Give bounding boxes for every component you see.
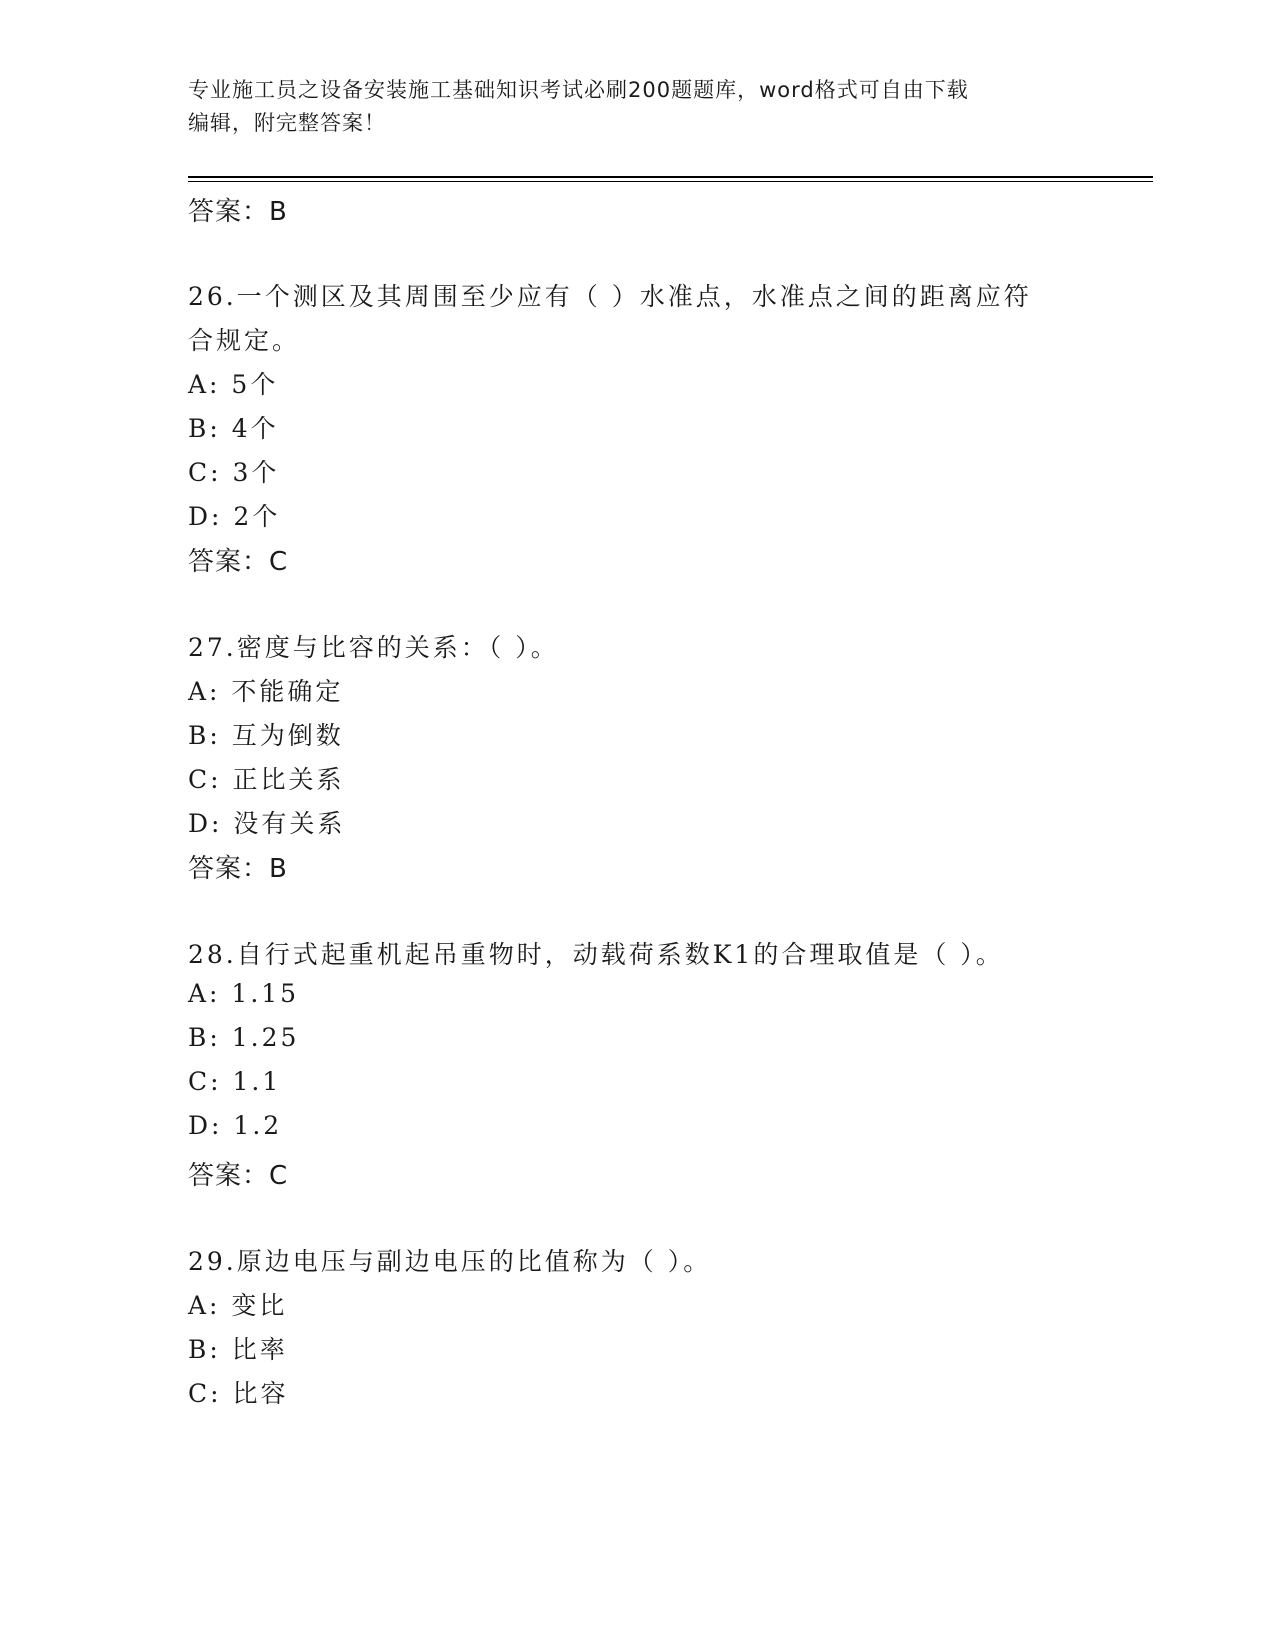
header-line-2: 编辑，附完整答案！ [188, 111, 386, 135]
question-26-text-line-1: 26.一个测区及其周围至少应有（ ）水准点，水准点之间的距离应符 [188, 282, 1032, 311]
question-29-option-b: B: 比率 [188, 1335, 288, 1364]
question-29-option-a: A: 变比 [188, 1291, 288, 1320]
question-26-option-b: B: 4个 [188, 414, 279, 443]
question-26-option-d: D: 2个 [188, 502, 281, 531]
answer-q28: 答案：C [188, 1161, 289, 1191]
question-29-option-c: C: 比容 [188, 1379, 289, 1408]
question-26-text-line-2: 合规定。 [188, 326, 301, 355]
question-27-text: 27.密度与比容的关系：（ ）。 [188, 633, 559, 662]
header-line-1: 专业施工员之设备安装施工基础知识考试必刷200题题库，word格式可自由下载 [188, 78, 969, 102]
question-27-option-b: B: 互为倒数 [188, 721, 344, 750]
header-divider-thin [188, 181, 1153, 182]
question-27-option-a: A: 不能确定 [188, 677, 344, 706]
question-27-option-d: D: 没有关系 [188, 809, 346, 838]
header-divider-thick [188, 176, 1153, 178]
question-27-option-c: C: 正比关系 [188, 765, 345, 794]
question-28-text: 28.自行式起重机起吊重物时，动载荷系数K1的合理取值是（ ）。 [188, 940, 1004, 969]
question-28-option-a: A: 1.15 [188, 979, 300, 1008]
question-29-text: 29.原边电压与副边电压的比值称为（ ）。 [188, 1247, 712, 1276]
question-28-option-c: C: 1.1 [188, 1067, 282, 1096]
document-header [188, 74, 1068, 140]
question-28-option-d: D: 1.2 [188, 1111, 283, 1140]
answer-q27: 答案：B [188, 854, 288, 884]
question-26-option-a: A: 5个 [188, 370, 279, 399]
answer-q26: 答案：C [188, 547, 289, 577]
answer-q25: 答案：B [188, 197, 288, 227]
question-26-option-c: C: 3个 [188, 458, 280, 487]
question-28-option-b: B: 1.25 [188, 1023, 300, 1052]
